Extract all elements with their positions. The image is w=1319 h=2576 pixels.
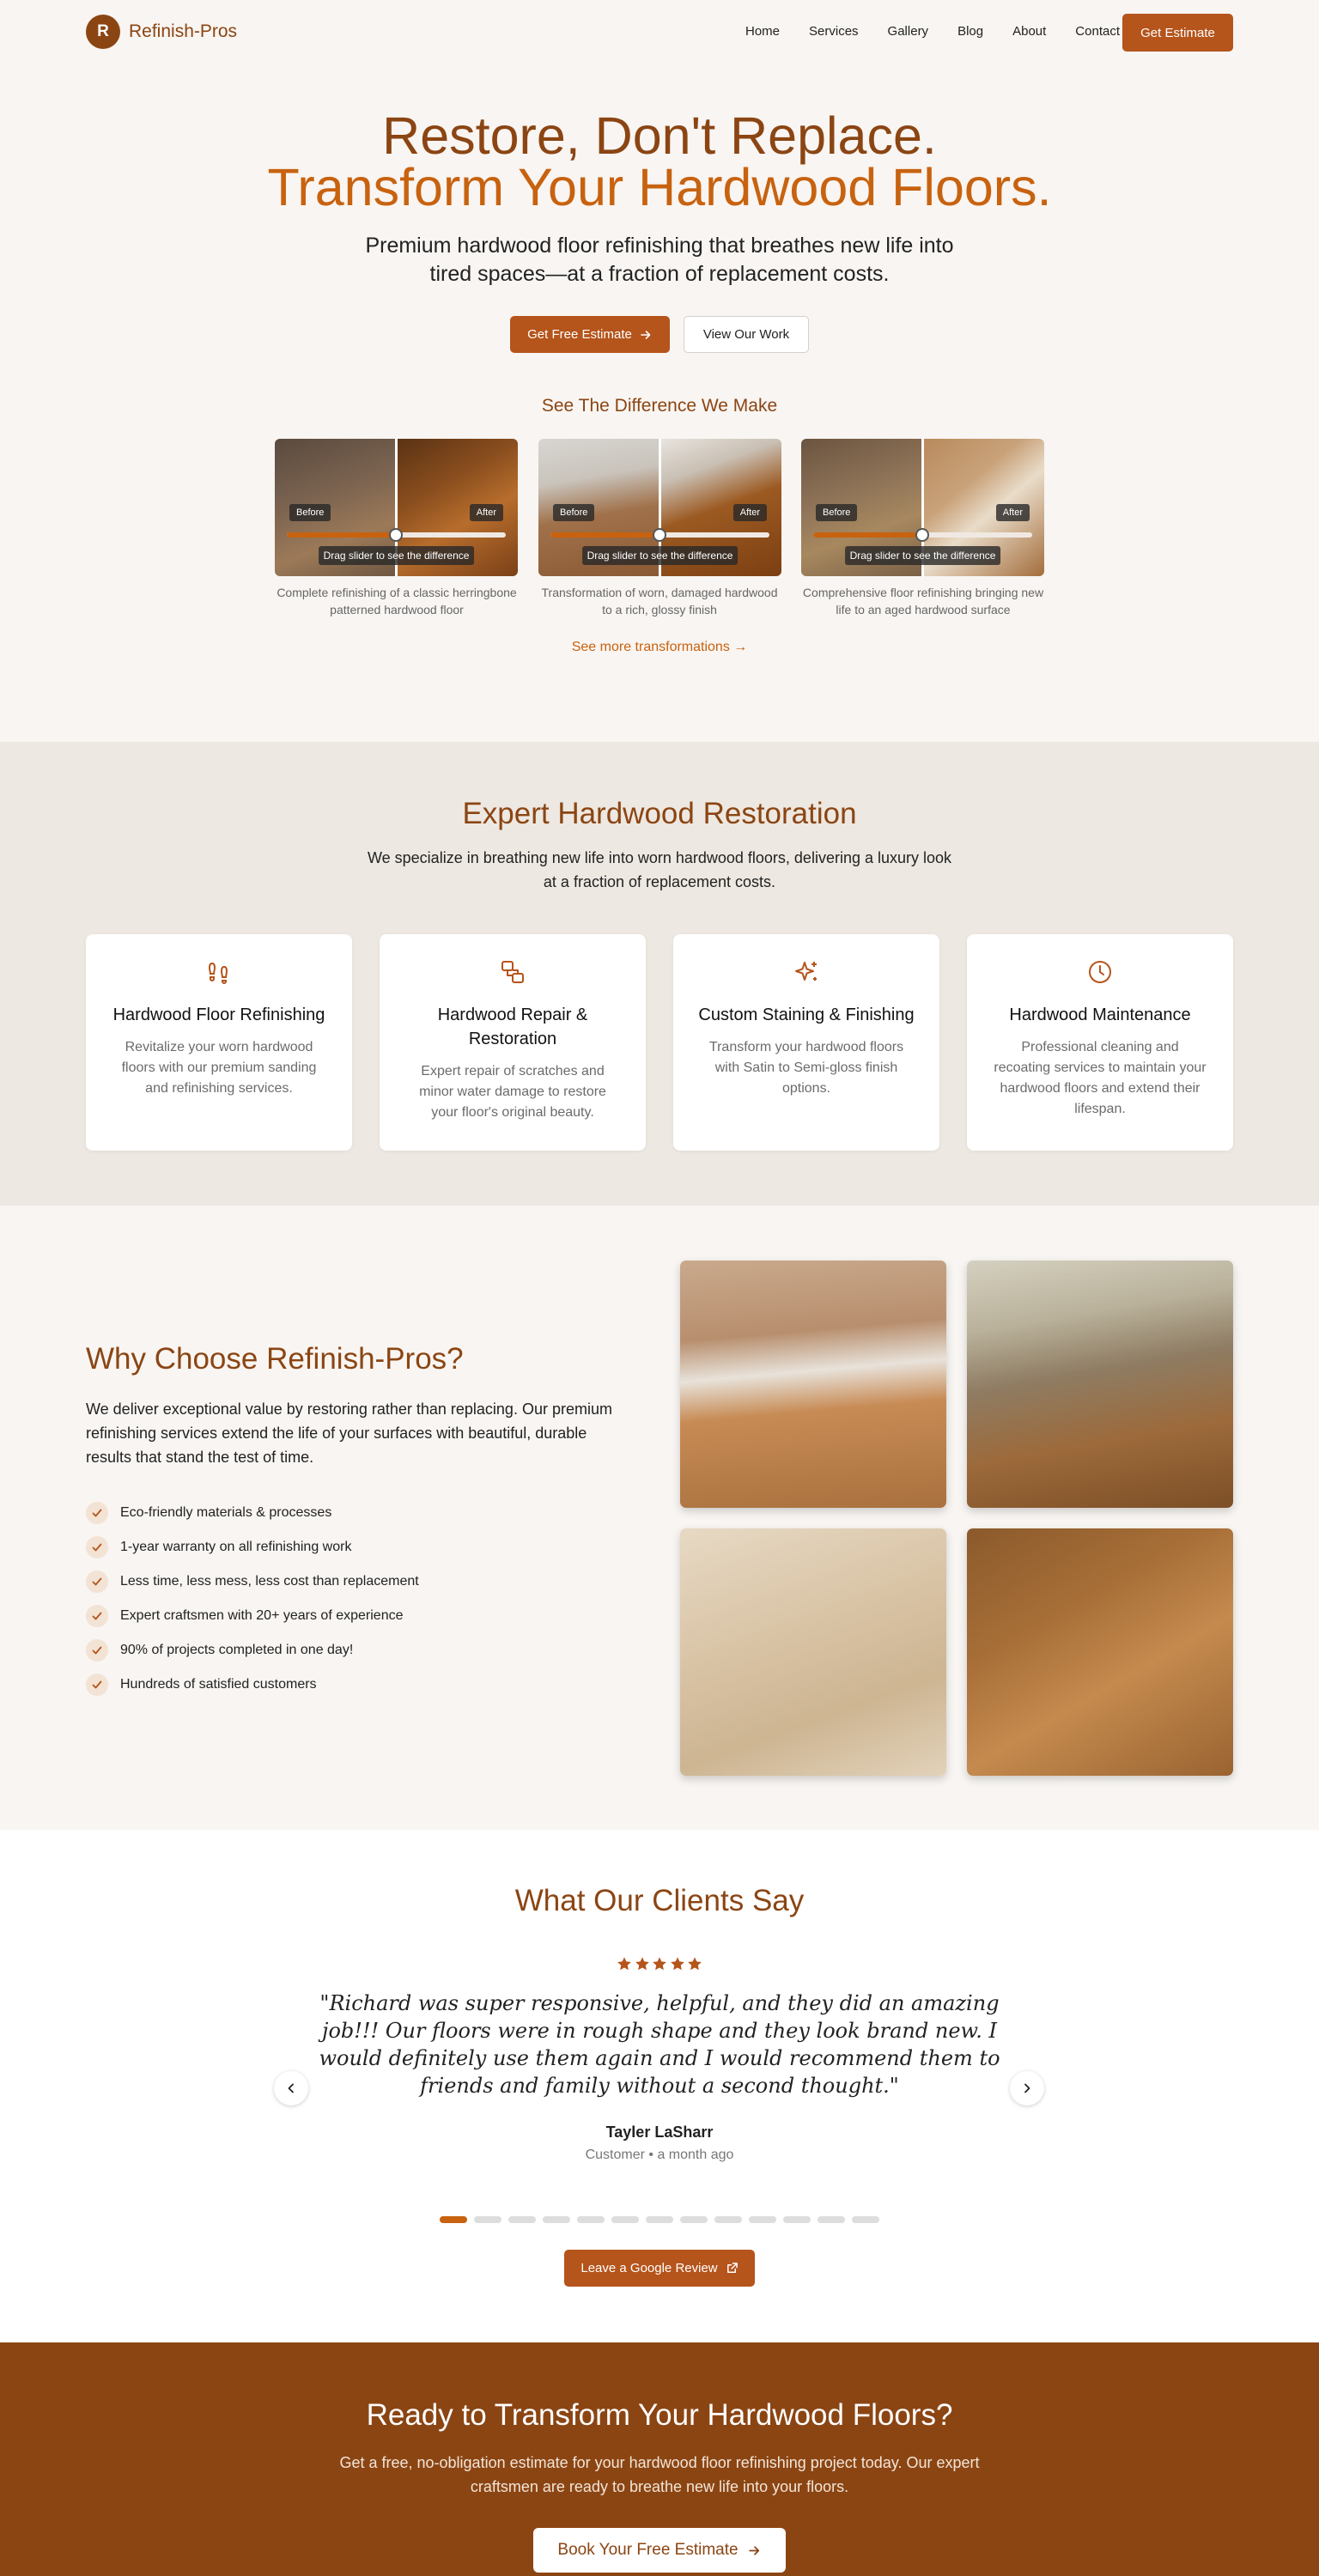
list-item — [86, 1599, 419, 1633]
service-card-desc: Transform your hardwood floors with Satin to Semi-gloss finish options. — [708, 1040, 904, 1096]
logo-text: Refinish-Pros — [129, 21, 238, 41]
slider-fill — [813, 532, 922, 538]
point-text: Eco-friendly materials & processes — [120, 1505, 332, 1520]
testimonial-quote: "Richard was super responsive, helpful, and they did an amazing job!!! Our floors were in rough shape and they look brand new. I would definitely use them again and I would recommend them to friends and family without a second thought." — [319, 1991, 1000, 2098]
gallery-photo-sanding-machine — [680, 1528, 946, 1776]
why-points — [86, 1496, 419, 1702]
previous-testimonial-button[interactable] — [274, 2071, 308, 2105]
pagination-dot[interactable] — [714, 2216, 742, 2223]
star-icon — [617, 1956, 632, 1971]
before-after-slider[interactable] — [801, 439, 1044, 576]
point-text: 1-year warranty on all refinishing work — [120, 1540, 352, 1554]
check-icon — [86, 1639, 108, 1662]
footprints-icon — [86, 958, 352, 986]
check-icon — [86, 1502, 108, 1524]
pagination-dot[interactable] — [611, 2216, 639, 2223]
slider-handle[interactable] — [915, 528, 929, 542]
cta-section — [0, 2342, 1319, 2576]
pagination-dot[interactable] — [440, 2216, 467, 2223]
before-after-slider[interactable] — [538, 439, 781, 576]
nav-link-home[interactable]: Home — [745, 24, 781, 39]
get-estimate-button[interactable]: Get Estimate — [1122, 14, 1233, 52]
pagination-dot[interactable] — [474, 2216, 501, 2223]
service-card-title: Hardwood Repair & Restoration — [437, 1005, 588, 1048]
chevron-left-icon — [285, 2082, 297, 2094]
gallery-photo-installer — [967, 1261, 1233, 1508]
hero-subtitle: Premium hardwood floor refinishing that breathes new life into tired spaces—at a fraction of replacement costs. — [365, 234, 954, 286]
after-tag: After — [996, 504, 1030, 521]
before-tag: Before — [289, 504, 331, 521]
testimonials-section — [0, 1830, 1319, 2342]
slider-handle[interactable] — [389, 528, 403, 542]
pagination-dot[interactable] — [577, 2216, 605, 2223]
slider-caption: Comprehensive floor refinishing bringing new life to an aged hardwood surface — [802, 586, 1044, 617]
service-card[interactable] — [380, 934, 646, 1151]
slider-hint: Drag slider to see the difference — [845, 546, 1001, 565]
testimonial-pagination — [440, 2216, 886, 2223]
point-text: Hundreds of satisfied customers — [120, 1677, 317, 1692]
chevron-right-icon — [1021, 2082, 1033, 2094]
cta-text: Get a free, no-obligation estimate for your hardwood floor refinishing project today. Our expert craftsmen are ready to breathe new life into your floors. — [339, 2454, 980, 2495]
nav-link-services[interactable]: Services — [809, 24, 859, 39]
why-text: We deliver exceptional value by restoring rather than replacing. Our premium refinishing services extend the life of your surfaces with beautiful, durable results that stand the test of time. — [86, 1400, 612, 1466]
pagination-dot[interactable] — [783, 2216, 811, 2223]
testimonials-title: What Our Clients Say — [514, 1884, 805, 1917]
pagination-dot[interactable] — [680, 2216, 708, 2223]
list-item — [86, 1564, 419, 1599]
service-card[interactable] — [86, 934, 352, 1151]
before-tag: Before — [553, 504, 594, 521]
pagination-dot[interactable] — [818, 2216, 845, 2223]
check-icon — [86, 1674, 108, 1696]
pagination-dot[interactable] — [646, 2216, 673, 2223]
nav-link-gallery[interactable]: Gallery — [887, 24, 929, 39]
arrow-right-icon — [639, 328, 653, 342]
hero-title-line1: Restore, Don't Replace. — [382, 106, 937, 165]
logo[interactable] — [86, 15, 237, 49]
list-item — [86, 1668, 419, 1702]
difference-title: See The Difference We Make — [541, 396, 778, 416]
repair-icon — [380, 958, 646, 986]
top-navigation — [0, 0, 1319, 65]
google-review-label: Leave a Google Review — [580, 2261, 718, 2275]
point-text: Less time, less mess, less cost than replacement — [120, 1574, 419, 1589]
slider-fill — [550, 532, 660, 538]
next-testimonial-button[interactable] — [1010, 2071, 1044, 2105]
gallery-photo-applying-finish — [967, 1528, 1233, 1776]
star-rating — [617, 1956, 702, 1971]
slider-caption: Complete refinishing of a classic herringbone patterned hardwood floor — [277, 586, 517, 617]
check-icon — [86, 1605, 108, 1627]
check-icon — [86, 1536, 108, 1558]
logo-mark: R — [86, 15, 120, 49]
service-card-title: Custom Staining & Finishing — [698, 1005, 915, 1024]
book-free-estimate-button[interactable] — [533, 2528, 786, 2573]
why-title: Why Choose Refinish-Pros? — [86, 1342, 464, 1376]
star-icon — [687, 1956, 702, 1971]
cta-title: Ready to Transform Your Hardwood Floors? — [366, 2398, 953, 2432]
nav-link-about[interactable]: About — [1012, 24, 1047, 39]
before-tag: Before — [816, 504, 857, 521]
star-icon — [635, 1956, 650, 1971]
service-card-title: Hardwood Maintenance — [1009, 1005, 1191, 1024]
nav-menu — [745, 24, 1149, 39]
see-more-transformations-link[interactable] — [0, 640, 1319, 655]
star-icon — [670, 1956, 685, 1971]
slider-fill — [287, 532, 396, 538]
slider-hint: Drag slider to see the difference — [319, 546, 475, 565]
arrow-right-icon — [747, 2543, 762, 2558]
list-item — [86, 1496, 419, 1530]
point-text: 90% of projects completed in one day! — [120, 1643, 354, 1657]
service-card-desc: Professional cleaning and recoating services to maintain your hardwood floors and extend their lifespan. — [994, 1040, 1207, 1116]
service-card[interactable] — [673, 934, 939, 1151]
see-more-label: See more transformations — [571, 640, 730, 654]
pagination-dot[interactable] — [543, 2216, 570, 2223]
services-section — [0, 742, 1319, 1206]
slider-hint: Drag slider to see the difference — [582, 546, 739, 565]
list-item — [86, 1633, 419, 1668]
leave-google-review-button[interactable] — [564, 2250, 755, 2287]
sparkles-icon — [673, 958, 939, 986]
arrow-right-icon: → — [733, 640, 748, 654]
list-item — [86, 1530, 419, 1564]
service-card-title: Hardwood Floor Refinishing — [112, 1005, 325, 1024]
external-link-icon — [726, 2262, 739, 2275]
gallery-photo-dog-on-floor — [680, 1261, 946, 1508]
pagination-dot[interactable] — [852, 2216, 879, 2223]
services-subtitle: We specialize in breathing new life into worn hardwood floors, delivering a luxury look at a fraction of replacement costs. — [367, 849, 952, 890]
services-title: Expert Hardwood Restoration — [462, 797, 857, 830]
service-card-desc: Revitalize your worn hardwood floors with our premium sanding and refinishing services. — [121, 1040, 317, 1096]
testimonial-role: Customer • a month ago — [585, 2148, 734, 2162]
slider-caption: Transformation of worn, damaged hardwood to a rich, glossy finish — [541, 586, 778, 617]
nav-link-contact[interactable]: Contact — [1075, 24, 1120, 39]
clock-icon — [967, 958, 1233, 986]
book-estimate-label: Book Your Free Estimate — [557, 2541, 739, 2559]
hero-title-line2: Transform Your Hardwood Floors. — [267, 158, 1052, 216]
testimonial-author: Tayler LaSharr — [605, 2123, 714, 2141]
service-card-desc: Expert repair of scratches and minor water damage to restore your floor's original beauty. — [419, 1064, 606, 1120]
nav-link-blog[interactable]: Blog — [957, 24, 984, 39]
before-after-slider[interactable] — [275, 439, 518, 576]
after-tag: After — [470, 504, 503, 521]
slider-handle[interactable] — [653, 528, 666, 542]
pagination-dot[interactable] — [749, 2216, 776, 2223]
view-our-work-button[interactable]: View Our Work — [684, 316, 809, 353]
star-icon — [652, 1956, 667, 1971]
get-free-estimate-button[interactable] — [510, 316, 670, 353]
pagination-dot[interactable] — [508, 2216, 536, 2223]
get-free-estimate-label: Get Free Estimate — [527, 327, 632, 342]
service-card[interactable] — [967, 934, 1233, 1151]
point-text: Expert craftsmen with 20+ years of experience — [120, 1608, 404, 1623]
after-tag: After — [733, 504, 767, 521]
check-icon — [86, 1571, 108, 1593]
